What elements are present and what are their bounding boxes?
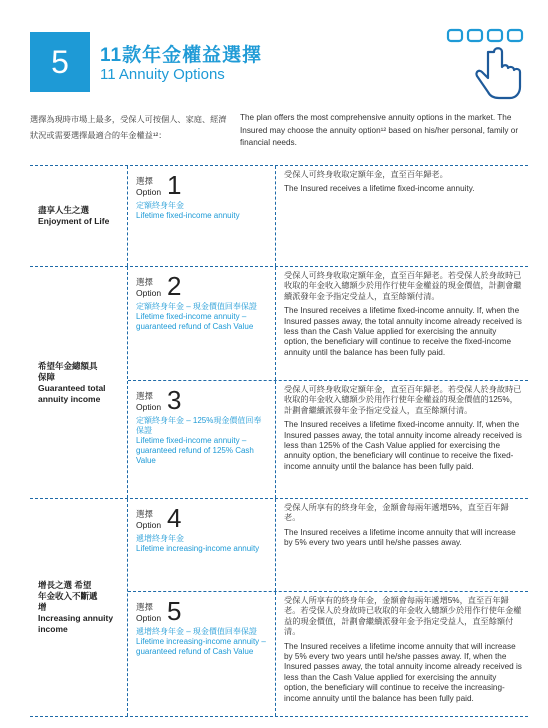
option-group <box>30 165 528 267</box>
option-group <box>30 499 528 717</box>
option-word-en: Option <box>136 288 162 298</box>
option-name-en: Lifetime fixed-income annuity – guaranteed refund of Cash Value <box>136 312 254 331</box>
option-word-en: Option <box>136 520 162 530</box>
option-desc-en: The Insured receives a lifetime income annuity that will increase by 5% every two years until he/she passes away. If, when the Insured passes away, the total annuity income already received is less than the Cash Value applied for exercising the annuity option, the beneficiary will continue to receive the increasing-income annuity until the balance has been fully paid. <box>284 641 522 703</box>
option-cell <box>128 267 276 380</box>
option-row <box>128 499 528 592</box>
group-label <box>30 166 128 266</box>
group-label-zh: 增長之選 希望年金收入不斷遞增 <box>38 580 98 612</box>
option-name-en: Lifetime increasing-income annuity <box>136 544 260 553</box>
group-label-zh: 盡享人生之選 <box>38 205 90 215</box>
intro-text-zh: 選擇為現時市場上最多，受保人可按個人、家庭、經濟狀況或需要選擇最適合的年金權益¹²： <box>30 115 227 140</box>
option-row <box>128 592 528 716</box>
option-desc-en: The Insured receives a lifetime income annuity that will increase by 5% every two years until he/she passes away. <box>284 527 516 548</box>
group-label-en: Guaranteed total annuity income <box>38 382 106 404</box>
option-desc-zh: 受保人可終身收取定額年金，直至百年歸老。 <box>284 170 448 179</box>
option-row <box>128 381 528 498</box>
option-name-zh: 定額終身年金 – 現金價值回奉保證 <box>136 302 257 311</box>
option-number: 2 <box>167 271 182 301</box>
option-word-zh: 選擇 <box>136 277 154 287</box>
option-word-en: Option <box>136 613 162 623</box>
option-row <box>128 166 528 266</box>
option-number: 4 <box>167 503 182 533</box>
option-name-zh: 遞增終身年金 <box>136 534 184 543</box>
group-label <box>30 267 128 498</box>
option-group <box>30 267 528 499</box>
intro-text-en: The plan offers the most comprehensive annuity options in the market. The Insured may choose the annuity option¹² based on his/her personal, family or financial needs. <box>240 113 519 147</box>
option-cell <box>128 499 276 591</box>
option-word-en: Option <box>136 402 162 412</box>
option-description <box>276 381 528 498</box>
option-cell <box>128 381 276 498</box>
option-desc-zh: 受保人可終身收取定額年金，直至百年歸老。若受保人於身故時已收取的年金收入總額少於用作行使年金權益的現金價值，計劃會繼續派發年金予指定受益人，直至餘額付清。 <box>284 271 522 301</box>
page-title-zh: 11款年金權益選擇 <box>100 45 263 66</box>
option-description <box>276 166 528 266</box>
option-number: 5 <box>167 596 182 626</box>
option-desc-zh: 受保人可終身收取定額年金，直至百年歸老。若受保人於身故時已收取的年金收入總額少於用作行使年金權益的現金價值的125%，計劃會繼續派發年金予指定受益人，直至餘額付清。 <box>284 385 522 415</box>
option-number: 1 <box>167 170 182 200</box>
option-cell <box>128 592 276 716</box>
option-desc-en: The Insured receives a lifetime fixed-income annuity. <box>284 184 475 194</box>
option-cell <box>128 166 276 266</box>
option-name-zh: 定額終身年金 – 125%現金價值回奉保證 <box>136 416 262 435</box>
option-desc-zh: 受保人所享有的終身年金，金額會每兩年遞增5%，直至百年歸老。若受保人於身故時已收取的年金收入總額少於用作行使年金權益的現金價值，計劃會繼續派發年金予指定受益人，直至餘額付清。 <box>284 596 522 637</box>
hand-pointer-icon <box>444 26 528 102</box>
group-label-en: Increasing annuity income <box>38 613 114 634</box>
option-number: 3 <box>167 385 182 415</box>
group-label-zh: 希望年金總額具保障 <box>38 360 98 382</box>
option-desc-zh: 受保人所享有的終身年金，金額會每兩年遞增5%，直至百年歸老。 <box>284 503 509 523</box>
option-word-zh: 選擇 <box>136 391 154 401</box>
option-word-zh: 選擇 <box>136 602 154 612</box>
option-word-en: Option <box>136 187 162 197</box>
option-description <box>276 499 528 591</box>
group-label-en: Enjoyment of Life <box>38 216 110 226</box>
section-number: 5 <box>51 43 69 80</box>
page-title-en: 11 Annuity Options <box>100 66 225 83</box>
annuity-options-table <box>30 165 528 717</box>
group-label <box>30 499 128 716</box>
option-desc-en: The Insured receives a lifetime fixed-income annuity. If, when the Insured passes away, the total annuity income already received is less than 125% of the Cash Value applied for exercising the annuity option, the beneficiary will continue to receive the fixed-income annuity until the balance has been fully paid. <box>284 420 522 471</box>
option-name-en: Lifetime fixed-income annuity <box>136 211 240 220</box>
option-word-zh: 選擇 <box>136 176 154 186</box>
option-name-zh: 定額終身年金 <box>136 201 184 210</box>
section-number-box <box>30 32 90 92</box>
option-row <box>128 267 528 381</box>
option-word-zh: 選擇 <box>136 509 154 519</box>
option-name-en: Lifetime increasing-income annuity – guaranteed refund of Cash Value <box>136 637 266 656</box>
option-desc-en: The Insured receives a lifetime fixed-income annuity. If, when the Insured passes away, the total annuity income already received is less than the Cash Value applied for exercising the annuity option, the beneficiary will continue to receive the fixed-income annuity until the balance has been fully paid. <box>284 306 522 357</box>
option-name-en: Lifetime fixed-income annuity – guaranteed refund of 125% Cash Value <box>136 436 254 465</box>
option-description <box>276 267 528 380</box>
option-description <box>276 592 528 716</box>
option-name-zh: 遞增終身年金 – 現金價值回奉保證 <box>136 627 257 636</box>
